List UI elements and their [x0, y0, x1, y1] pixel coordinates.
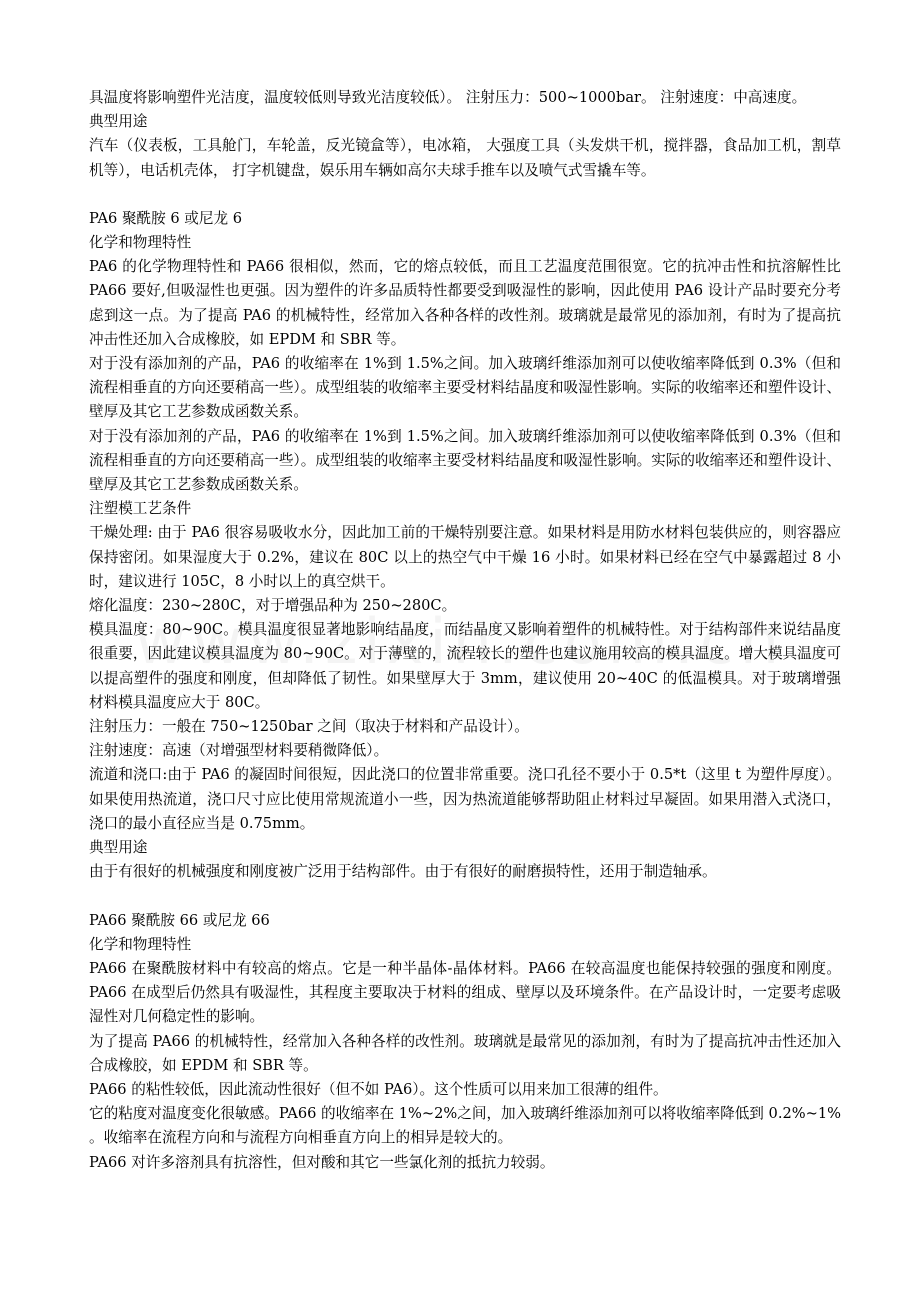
pa66-title: PA66 聚酰胺 66 或尼龙 66: [89, 911, 270, 929]
pa6-usage-text: 由于有很好的机械强度和刚度被广泛用于结构部件。由于有很好的耐磨损特性，还用于制造轴承。: [89, 863, 717, 881]
pa6-chem-paragraph-2: 对于没有添加剂的产品，PA6 的收缩率在 1%到 1.5%之间。加入玻璃纤维添加剂可以使收缩率降低到 0.3%（但和流程相垂直的方向还要稍高一些）。成型组装的收缩率主要受材料结晶度和吸湿性影响。实际的收缩率还和塑件设计、壁厚及其它工艺参数成函数关系。: [89, 355, 841, 421]
pa66-chem-paragraph-3: PA66 的粘性较低，因此流动性很好（但不如 PA6）。这个性质可以用来加工很薄的组件。: [89, 1080, 668, 1098]
pa66-chem-heading: 化学和物理特性: [89, 935, 192, 953]
pa6-injection-pressure: 注射压力：一般在 750~1250bar 之间（取决于材料和产品设计）。: [89, 718, 529, 736]
prev-section-paragraph-tail: 具温度将影响塑件光洁度，温度较低则导致光洁度较低）。 注射压力：500~1000bar。 注射速度：中高速度。: [89, 89, 807, 106]
pa66-chem-paragraph-2: 为了提高 PA66 的机械特性，经常加入各种各样的改性剂。玻璃就是最常见的添加剂，有时为了提高抗冲击性还加入合成橡胶，如 EPDM 和 SBR 等。: [89, 1032, 841, 1074]
pa6-title: PA6 聚酰胺 6 或尼龙 6: [89, 209, 242, 227]
pa6-melt-temp: 熔化温度：230~280C，对于增强品种为 250~280C。: [89, 597, 457, 615]
pa6-injection-speed: 注射速度：高速（对增强型材料要稍微降低）。: [89, 742, 389, 760]
pa66-chem-paragraph-1: PA66 在聚酰胺材料中有较高的熔点。它是一种半晶体-晶体材料。PA66 在较高温度也能保持较强的强度和刚度。PA66 在成型后仍然具有吸湿性，其程度主要取决于材料的组成、壁厚以及环境条件。在产品设计时，一定要考虑吸湿性对几何稳定性的影响。: [89, 959, 841, 1026]
document-page: [89, 86, 841, 1175]
pa6-chem-paragraph-1: PA6 的化学物理特性和 PA66 很相似，然而，它的熔点较低，而且工艺温度范围很宽。它的抗冲击性和抗溶解性比 PA66 要好,但吸湿性也更强。因为塑件的许多品质特性都要受到吸湿性的影响，因此使用 PA6 设计产品时要充分考虑到这一点。为了提高 PA6 的机械特性，经常加入各种各样的改性剂。玻璃就是最常见的添加剂，有时为了提高抗冲击性还加入合成橡胶，如 EPDM 和 SBR 等。: [89, 258, 841, 348]
pa6-runner-gate: 流道和浇口:由于 PA6 的凝固时间很短，因此浇口的位置非常重要。浇口孔径不要小于 0.5*t（这里 t 为塑件厚度）。如果使用热流道，浇口尺寸应比使用常规流道小一些，因为热流道能够帮助阻止材料过早凝固。如果用潜入式浇口，浇口的最小直径应当是 0.75mm。: [89, 766, 841, 832]
prev-usage-heading: 典型用途: [89, 113, 148, 131]
pa6-chem-paragraph-3: 对于没有添加剂的产品，PA6 的收缩率在 1%到 1.5%之间。加入玻璃纤维添加剂可以使收缩率降低到 0.3%（但和流程相垂直的方向还要稍高一些）。成型组装的收缩率主要受材料结晶度和吸湿性影响。实际的收缩率还和塑件设计、壁厚及其它工艺参数成函数关系。: [89, 427, 841, 494]
pa66-chem-paragraph-5: PA66 对许多溶剂具有抗溶性，但对酸和其它一些氯化剂的抵抗力较弱。: [89, 1153, 555, 1171]
pa6-usage-heading: 典型用途: [89, 839, 148, 857]
section-gap: [89, 885, 841, 909]
pa6-process-heading: 注塑模工艺条件: [89, 500, 192, 518]
pa66-chem-paragraph-4: 它的粘度对温度变化很敏感。PA66 的收缩率在 1%~2%之间，加入玻璃纤维添加剂可以将收缩率降低到 0.2%~1% 。收缩率在流程方向和与流程方向相垂直方向上的相异是较大的。: [89, 1105, 841, 1147]
prev-usage-text: 汽车（仪表板，工具舱门，车轮盖，反光镜盒等），电冰箱， 大强度工具（头发烘干机，搅拌器，食品加工机，割草机等），电话机壳体， 打字机键盘，娱乐用车辆如高尔夫球手推车以及喷气式雪撬车等。: [89, 137, 841, 179]
pa6-chem-heading: 化学和物理特性: [89, 234, 192, 252]
pa6-mold-temp: 模具温度：80~90C。模具温度很显著地影响结晶度，而结晶度又影响着塑件的机械特性。对于结构部件来说结晶度很重要，因此建议模具温度为 80~90C。对于薄壁的，流程较长的塑件也建议施用较高的模具温度。增大模具温度可以提高塑件的强度和刚度，但却降低了韧性。如果壁厚大于 3mm，建议使用 20~40C 的低温模具。对于玻璃增强材料模具温度应大于 80C。: [89, 621, 841, 711]
section-gap: [89, 183, 841, 207]
pa6-drying: 干燥处理: 由于 PA6 很容易吸收水分，因此加工前的干燥特别要注意。如果材料是用防水材料包装供应的，则容器应保持密闭。如果湿度大于 0.2%，建议在 80C 以上的热空气中干燥 16 小时。如果材料已经在空气中暴露超过 8 小时，建议进行 105C，8 小时以上的真空烘干。: [89, 524, 841, 590]
